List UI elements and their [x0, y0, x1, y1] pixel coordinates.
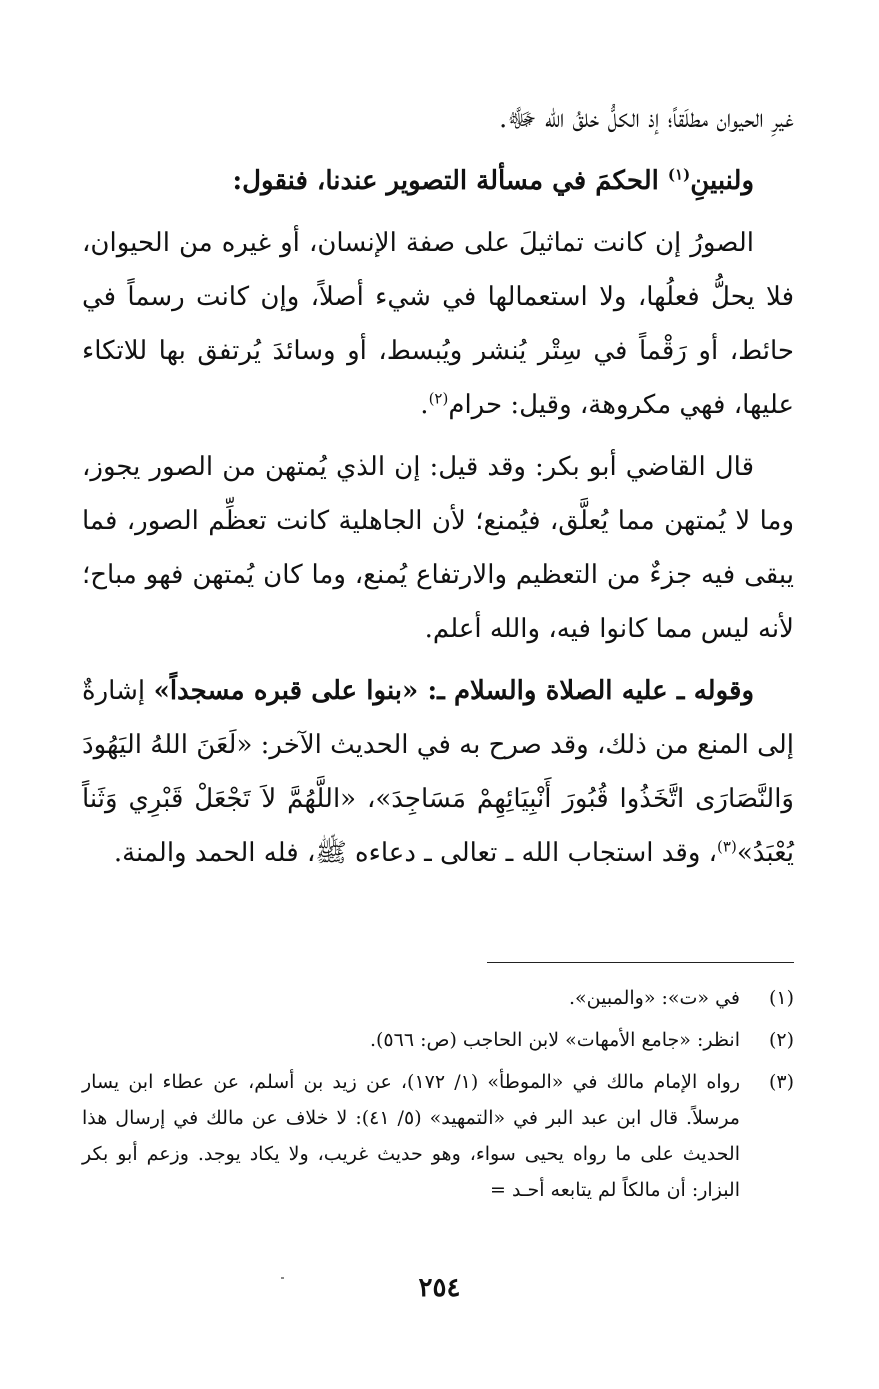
paragraph-hadith-text: إشارةٌ إلى المنع من ذلك، وقد صرح به في الحديث الآخر: «لَعَنَ اللهُ اليَهُودَ وَالنَّصَارَى اتَّخَذُوا قُبُورَ أَنْبِيَائِهِمْ مَسَاجِدَ»، «اللَّهُمَّ لاَ تَجْعَلْ قَبْرِي وَثَناً يُعْبَدُ»: [82, 676, 794, 868]
footnote-separator: [487, 962, 794, 963]
footnote-text: انظر: «جامع الأمهات» لابن الحاجب (ص: ٥٦٦).: [369, 1029, 740, 1051]
footnotes: [82, 980, 794, 1214]
paragraph-images-ruling: [82, 216, 794, 432]
footnote-number: (٣): [768, 1071, 794, 1093]
footnote-ref-1: (١): [667, 165, 691, 184]
opening-line-text: غيرِ الحيوان مطلَقاً؛ إذ الكلُّ خلقُ الله ﷻ.: [498, 104, 794, 134]
section-intro-text: ولنبينِ: [690, 166, 754, 196]
paragraph-qadi-abu-bakr: [82, 440, 794, 656]
footnote-item: [82, 1022, 794, 1058]
section-intro: [82, 154, 794, 208]
footnote-text: رواه الإمام مالك في «الموطأ» (١/ ١٧٢)، عن زيد بن أسلم، عن عطاء ابن يسار مرسلاً. قال ابن عبد البر في «التمهيد» (٥/ ٤١): لا خلاف عن مالك في إرسال هذا الحديث على ما رواه يحيى سواء، وهو حديث غريب، ولا يكاد يوجد. وزعم أبو بكر البزار: أن مالكاً لم يتابعه أحـد =: [82, 1071, 740, 1201]
footnote-item: [82, 980, 794, 1016]
footnote-text: في «ت»: «والمبين».: [569, 987, 740, 1009]
footnote-number: (١): [768, 987, 794, 1009]
paragraph-images-ruling-text: الصورُ إن كانت تماثيلَ على صفة الإنسان، أو غيره من الحيوان، فلا يحلُّ فعلُها، ولا استعمالها في شيء أصلاً، وإن كانت رسماً في حائط، أو رَقْماً في سِتْر يُنشر ويُبسط، أو وسائدَ يُرتفق بها للاتكاء عليها، فهي مكروهة، وقيل: حرام: [82, 228, 794, 420]
footnote-number: (٢): [768, 1029, 794, 1051]
footnote-item: [82, 1064, 794, 1208]
hadith-quote-bold: وقوله ـ عليه الصلاة والسلام ـ: «بنوا على قبره مسجداً»: [153, 676, 755, 706]
opening-line: [82, 92, 794, 146]
section-intro-rest: الحكمَ في مسألة التصوير عندنا، فنقول:: [232, 166, 668, 196]
main-text: [82, 92, 794, 888]
footnote-ref-2: (٢): [428, 389, 449, 408]
paragraph-end-mark: .: [420, 390, 429, 420]
paragraph-hadith: [82, 664, 794, 880]
page-number: ٢٥٤: [418, 1273, 461, 1303]
paragraph-qadi-abu-bakr-text: قال القاضي أبو بكر: وقد قيل: إن الذي يُمتهن من الصور يجوز، وما لا يُمتهن مما يُعلَّق، فيُمنع؛ لأن الجاهلية كانت تعظِّم الصور، فما يبقى فيه جزءٌ من التعظيم والارتفاع يُمنع، وما كان يُمتهن فهو مباح؛ لأنه ليس مما كانوا فيه، والله أعلم.: [82, 452, 794, 644]
footnote-ref-3: (٣): [717, 837, 737, 856]
paragraph-hadith-end: ، وقد استجاب الله ـ تعالى ـ دعاءه ﷺ، فله الحمد والمنة.: [113, 838, 718, 868]
